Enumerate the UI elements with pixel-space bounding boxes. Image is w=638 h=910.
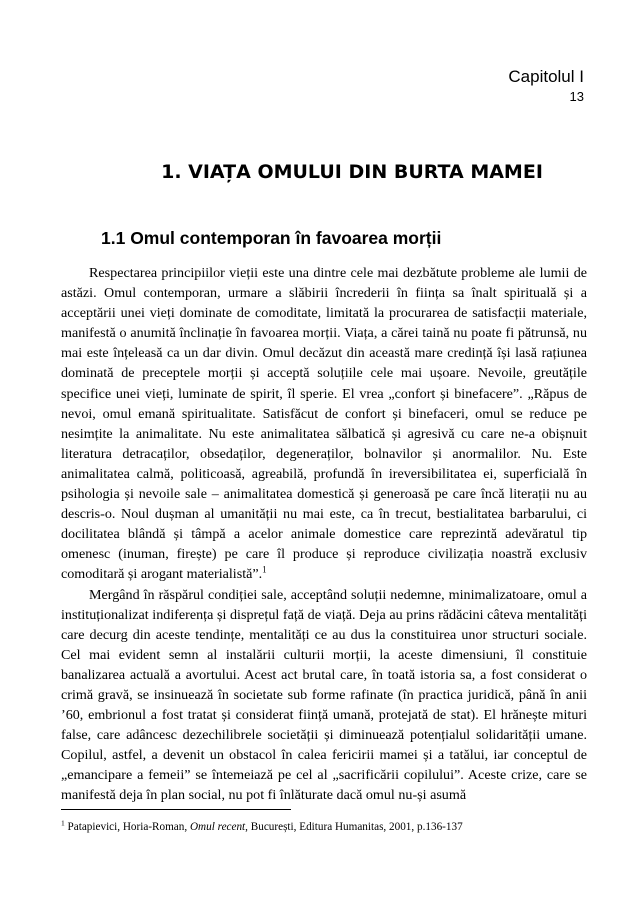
chapter-title <box>0 160 638 184</box>
paragraph-2 <box>61 585 587 806</box>
chapter-label: Capitolul I <box>508 67 584 86</box>
footnote-reference[interactable]: 1 <box>262 564 267 575</box>
footnote-divider <box>61 809 291 810</box>
footnote-work-title: Omul recent <box>189 821 246 833</box>
paragraph-1-text: Respectarea principiilor vieții este una dintre cele mai dezbătute probleme ale lumii de astăzi. Omul contemporan, urmare a slăbirii încrederii în ființa sa înalt spirituală și a acceptării unei vieți dominate de comoditate, limitată la procurarea de satisfacții materiale, manifestă o anumită înclinație în favoarea morții. Viața, a cărei taină nu poate fi pătrunsă, nu mai este înțeleasă ca un dar divin. Omul decăzut din această mare credință își lasă rațiunea dominată de preceptele morții și acceptă soluțiile cele mai ușoare. Nevoile, greutățile specifice unei vieți, luminate de spirit, îl sperie. El vrea „confort și binefacere”. „Răpus de nevoi, omul emană spiritualitate. Satisfăcut de confort și binefaceri, omul se reduce pe nesimțite la animalitate. Nu este animalitatea sălbatică și agresivă cu care ne-a obișnuit literatura detracaților, obsedaților, degeneraților, bolnavilor și anormalilor. Nu. Este animalitatea calmă, politicoasă, agreabilă, profundă în ireversibilitatea ei, superficială în psihologia și nevoile sale – animalitatea domestică și generoasă pe care încă literații nu au descris-o. Noul dușman al umanității nu mai este, ca în trecut, bestialitatea barbarului, ci docilitatea blândă și tâmpă a acelor animale domestice care reprezintă adevăratul tip omenesc (inuman, firește) pe care îl produce și reproduce civilizația noastră exclusiv comoditară și arogant materialistă”. <box>61 265 587 583</box>
footnote-author: Patapievici, Horia-Roman, <box>67 821 190 833</box>
footnote-number: 1 <box>61 818 65 828</box>
footnote <box>61 820 601 834</box>
chapter-title-text: 1. VIAȚA OMULUI DIN BURTA MAMEI <box>161 161 543 183</box>
paragraph-1 <box>61 263 587 585</box>
paragraph-2-text: Mergând în răspărul condiției sale, acceptând soluții nedemne, minimalizatoare, omul a instituționalizat indiferența și disprețul față de viață. Deja au prins rădăcini câteva mentalități care decurg din aceste tendințe, mentalități ce au dus la constituirea unor structuri sociale. Cel mai evident semn al instalării culturii morții, la aceste dimensiuni, îl constituie banalizarea actuală a avortului. Acest act brutal care, în toată istoria sa, a fost considerat o crimă gravă, se insinuează în societate sub forme rafinate (în practica juridică, până în anii ’60, embrionul a fost tratat și considerat ființă umană, protejată de stat). El hrănește mituri false, care adâncesc dezechilibrele societății și diminuează potențialul solidarității umane. Copilul, astfel, a devenit un obstacol în calea fericirii mamei și a tatălui, iar conceptul de „emancipare a femeii” se întemeiază pe cel al „sacrificării copilului”. Aceste crize, care se manifestă deja în plan social, nu pot fi înlăturate dacă omul nu-și asumă <box>61 586 587 804</box>
section-heading: 1.1 Omul contemporan în favoarea morții <box>101 228 442 248</box>
page-number: 13 <box>569 89 584 104</box>
footnote-details: , București, Editura Humanitas, 2001, p.136-137 <box>245 821 463 833</box>
body-text <box>61 263 587 806</box>
